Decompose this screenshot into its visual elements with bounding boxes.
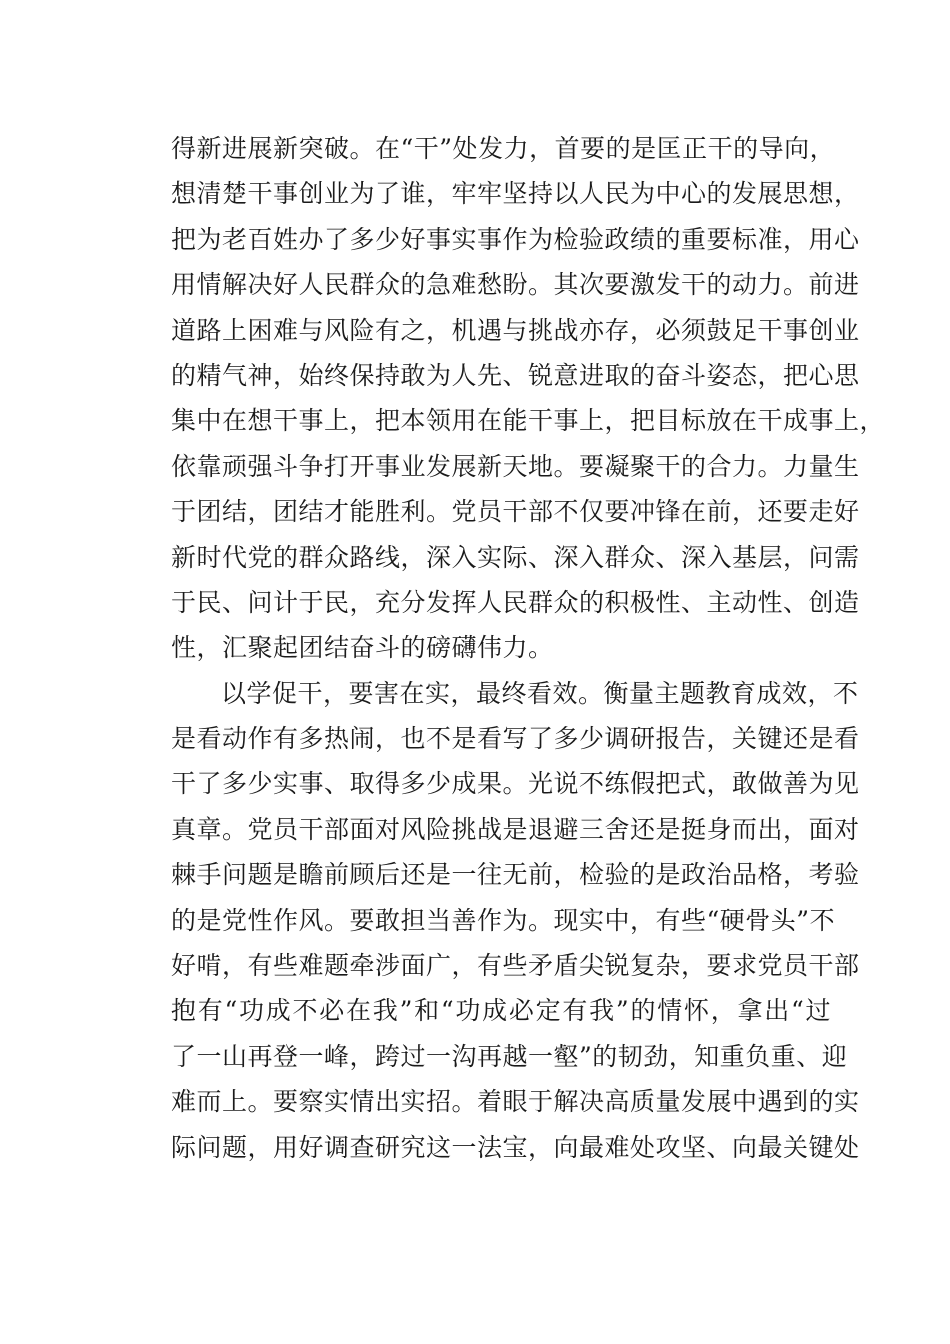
text-line: 新时代党的群众路线，深入实际、深入群众、深入基层，问需 — [171, 542, 860, 572]
text-line: 于团结，团结才能胜利。党员干部不仅要冲锋在前，还要走好 — [171, 497, 860, 527]
text-line: 是看动作有多热闹，也不是看写了多少调研报告，关键还是看 — [171, 724, 860, 754]
text-line: 得新进展新突破。在“干”处发力，首要的是匡正干的导向， — [171, 134, 836, 163]
text-line: 好啃，有些难题牵涉面广，有些矛盾尖锐复杂，要求党员干部 — [171, 951, 860, 981]
text-line: 以学促干，要害在实，最终看效。衡量主题教育成效，不 — [221, 678, 859, 708]
text-line: 真章。党员干部面对风险挑战是退避三舍还是挺身而出，面对 — [171, 814, 860, 844]
body-text — [171, 126, 886, 1170]
text-line: 了一山再登一峰，跨过一沟再越一壑”的韧劲，知重负重、迎 — [171, 1041, 848, 1071]
paragraph-1 — [171, 126, 886, 671]
text-line: 依靠顽强斗争打开事业发展新天地。要凝聚干的合力。力量生 — [171, 451, 860, 481]
text-line: 道路上困难与风险有之，机遇与挑战亦存，必须鼓足干事创业 — [171, 315, 860, 345]
text-line: 想清楚干事创业为了谁，牢牢坚持以人民为中心的发展思想， — [171, 179, 860, 209]
text-line: 的精气神，始终保持敢为人先、锐意进取的奋斗姿态，把心思 — [171, 360, 860, 390]
text-line: 用情解决好人民群众的急难愁盼。其次要激发干的动力。前进 — [171, 270, 860, 300]
text-line: 干了多少实事、取得多少成果。光说不练假把式，敢做善为见 — [171, 769, 860, 799]
text-line: 性，汇聚起团结奋斗的磅礴伟力。 — [171, 633, 554, 663]
text-line: 难而上。要察实情出实招。着眼于解决高质量发展中遇到的实 — [171, 1087, 860, 1117]
text-line: 集中在想干事上，把本领用在能干事上，把目标放在干成事上， — [171, 406, 886, 436]
text-line: 际问题，用好调查研究这一法宝，向最难处攻坚、向最关键处 — [171, 1132, 860, 1162]
text-line: 棘手问题是瞻前顾后还是一往无前，检验的是政治品格，考验 — [171, 860, 860, 890]
paragraph-2 — [171, 671, 860, 1170]
text-line: 抱有“功成不必在我”和“功成必定有我”的情怀，拿出“过 — [171, 996, 831, 1026]
text-line: 把为老百姓办了多少好事实事作为检验政绩的重要标准，用心 — [171, 224, 860, 254]
text-line: 的是党性作风。要敢担当善作为。现实中，有些“硬骨头”不 — [171, 905, 836, 935]
text-line: 于民、问计于民，充分发挥人民群众的积极性、主动性、创造 — [171, 587, 860, 617]
